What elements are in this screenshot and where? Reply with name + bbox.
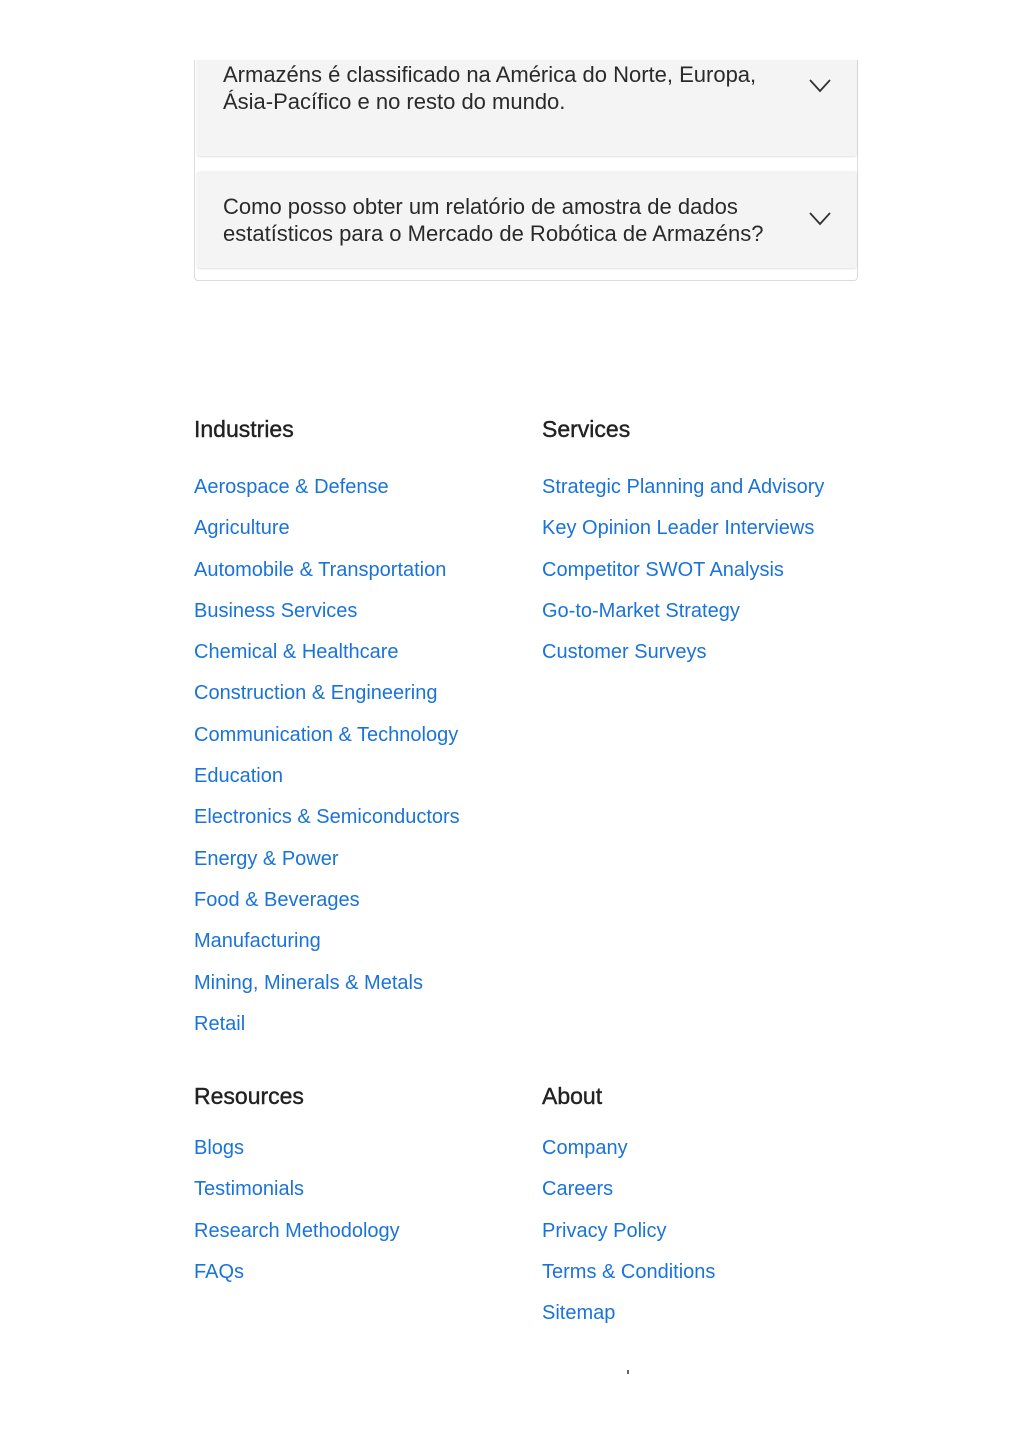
footer-link-industries[interactable]: Energy & Power bbox=[194, 847, 339, 870]
footer-link-item bbox=[542, 476, 862, 517]
footer-column-about bbox=[542, 1082, 862, 1343]
footer-heading: Industries bbox=[194, 416, 294, 442]
footer-link-industries[interactable]: Electronics & Semiconductors bbox=[194, 806, 460, 829]
footer-link-industries[interactable]: Chemical & Healthcare bbox=[194, 641, 399, 664]
footer-column-industries bbox=[194, 415, 514, 1054]
footer-heading: About bbox=[542, 1083, 603, 1109]
footer-link-item bbox=[194, 559, 514, 600]
footer-link-item bbox=[542, 1178, 862, 1219]
footer-link-item bbox=[194, 848, 514, 889]
footer-heading: Resources bbox=[194, 1083, 304, 1109]
footer-link-item bbox=[194, 930, 514, 971]
footer-link-about[interactable]: Privacy Policy bbox=[542, 1219, 667, 1242]
footer-link-item bbox=[194, 1261, 514, 1302]
footer-link-item bbox=[194, 682, 514, 723]
footer-link-item bbox=[194, 806, 514, 847]
footer-link-item bbox=[542, 1220, 862, 1261]
footer-link-item bbox=[542, 1302, 862, 1343]
chevron-down-icon[interactable] bbox=[809, 79, 831, 93]
footer-link-list bbox=[542, 1137, 862, 1343]
footer-link-item bbox=[194, 724, 514, 765]
footer-link-item bbox=[194, 641, 514, 682]
footer-link-item bbox=[194, 1137, 514, 1178]
footer-link-item bbox=[194, 765, 514, 806]
footer-link-item bbox=[194, 476, 514, 517]
footer-link-industries[interactable]: Mining, Minerals & Metals bbox=[194, 971, 423, 994]
footer-link-industries[interactable]: Manufacturing bbox=[194, 930, 321, 953]
footer-link-item bbox=[542, 517, 862, 558]
footer-link-resources[interactable]: Testimonials bbox=[194, 1178, 305, 1201]
footer-link-industries[interactable]: Aerospace & Defense bbox=[194, 476, 389, 498]
footer-link-industries[interactable]: Retail bbox=[194, 1012, 246, 1035]
footer-link-list bbox=[542, 476, 862, 682]
footer-link-item bbox=[542, 559, 862, 600]
footer-link-item bbox=[542, 641, 862, 682]
faq-item[interactable] bbox=[197, 60, 857, 156]
footer-link-list bbox=[194, 1137, 514, 1302]
footer-link-resources[interactable]: Research Methodology bbox=[194, 1219, 400, 1242]
footer-link-industries[interactable]: Food & Beverages bbox=[194, 888, 360, 911]
footer-link-services[interactable]: Competitor SWOT Analysis bbox=[542, 558, 784, 581]
footer-column-services bbox=[542, 415, 862, 682]
footer-link-industries[interactable]: Education bbox=[194, 765, 283, 788]
footer-link-item bbox=[194, 1220, 514, 1261]
footer-link-item bbox=[194, 972, 514, 1013]
footer-column-resources bbox=[194, 1082, 514, 1302]
footer-link-item bbox=[542, 1261, 862, 1302]
footer-link-about[interactable]: Company bbox=[542, 1137, 628, 1159]
faq-item[interactable] bbox=[197, 171, 857, 268]
footer-link-resources[interactable]: Blogs bbox=[194, 1137, 245, 1159]
footer-link-industries[interactable]: Agriculture bbox=[194, 517, 290, 540]
footer-link-about[interactable]: Careers bbox=[542, 1178, 614, 1201]
footer-link-industries[interactable]: Automobile & Transportation bbox=[194, 558, 447, 581]
footer-link-item bbox=[542, 1137, 862, 1178]
footer-link-about[interactable]: Terms & Conditions bbox=[542, 1260, 716, 1283]
footer-link-item bbox=[194, 1178, 514, 1219]
footer-link-item bbox=[194, 600, 514, 641]
footer-link-about[interactable]: Sitemap bbox=[542, 1302, 616, 1325]
footer-link-item bbox=[194, 889, 514, 930]
divider bbox=[627, 1370, 629, 1374]
footer-link-industries[interactable]: Business Services bbox=[194, 599, 358, 622]
faq-question[interactable]: Armazéns é classificado na América do Norte, Europa, Ásia-Pacífico e no resto do mundo. bbox=[223, 62, 757, 114]
faq-accordion bbox=[194, 60, 858, 281]
faq-question[interactable]: Como posso obter um relatório de amostra de dados estatísticos para o Mercado de Robótica de Armazéns? bbox=[223, 194, 764, 246]
footer-heading: Services bbox=[542, 416, 631, 442]
footer-link-resources[interactable]: FAQs bbox=[194, 1260, 245, 1283]
footer-link-industries[interactable]: Construction & Engineering bbox=[194, 682, 438, 705]
footer-link-services[interactable]: Key Opinion Leader Interviews bbox=[542, 517, 815, 540]
footer-link-item bbox=[194, 517, 514, 558]
footer-link-services[interactable]: Customer Surveys bbox=[542, 641, 707, 664]
footer-link-item bbox=[194, 1013, 514, 1054]
footer-link-item bbox=[542, 600, 862, 641]
footer-link-list bbox=[194, 476, 514, 1054]
footer-link-services[interactable]: Go-to-Market Strategy bbox=[542, 599, 740, 622]
footer-link-industries[interactable]: Communication & Technology bbox=[194, 723, 459, 746]
footer-link-services[interactable]: Strategic Planning and Advisory bbox=[542, 476, 825, 498]
chevron-down-icon[interactable] bbox=[809, 212, 831, 226]
